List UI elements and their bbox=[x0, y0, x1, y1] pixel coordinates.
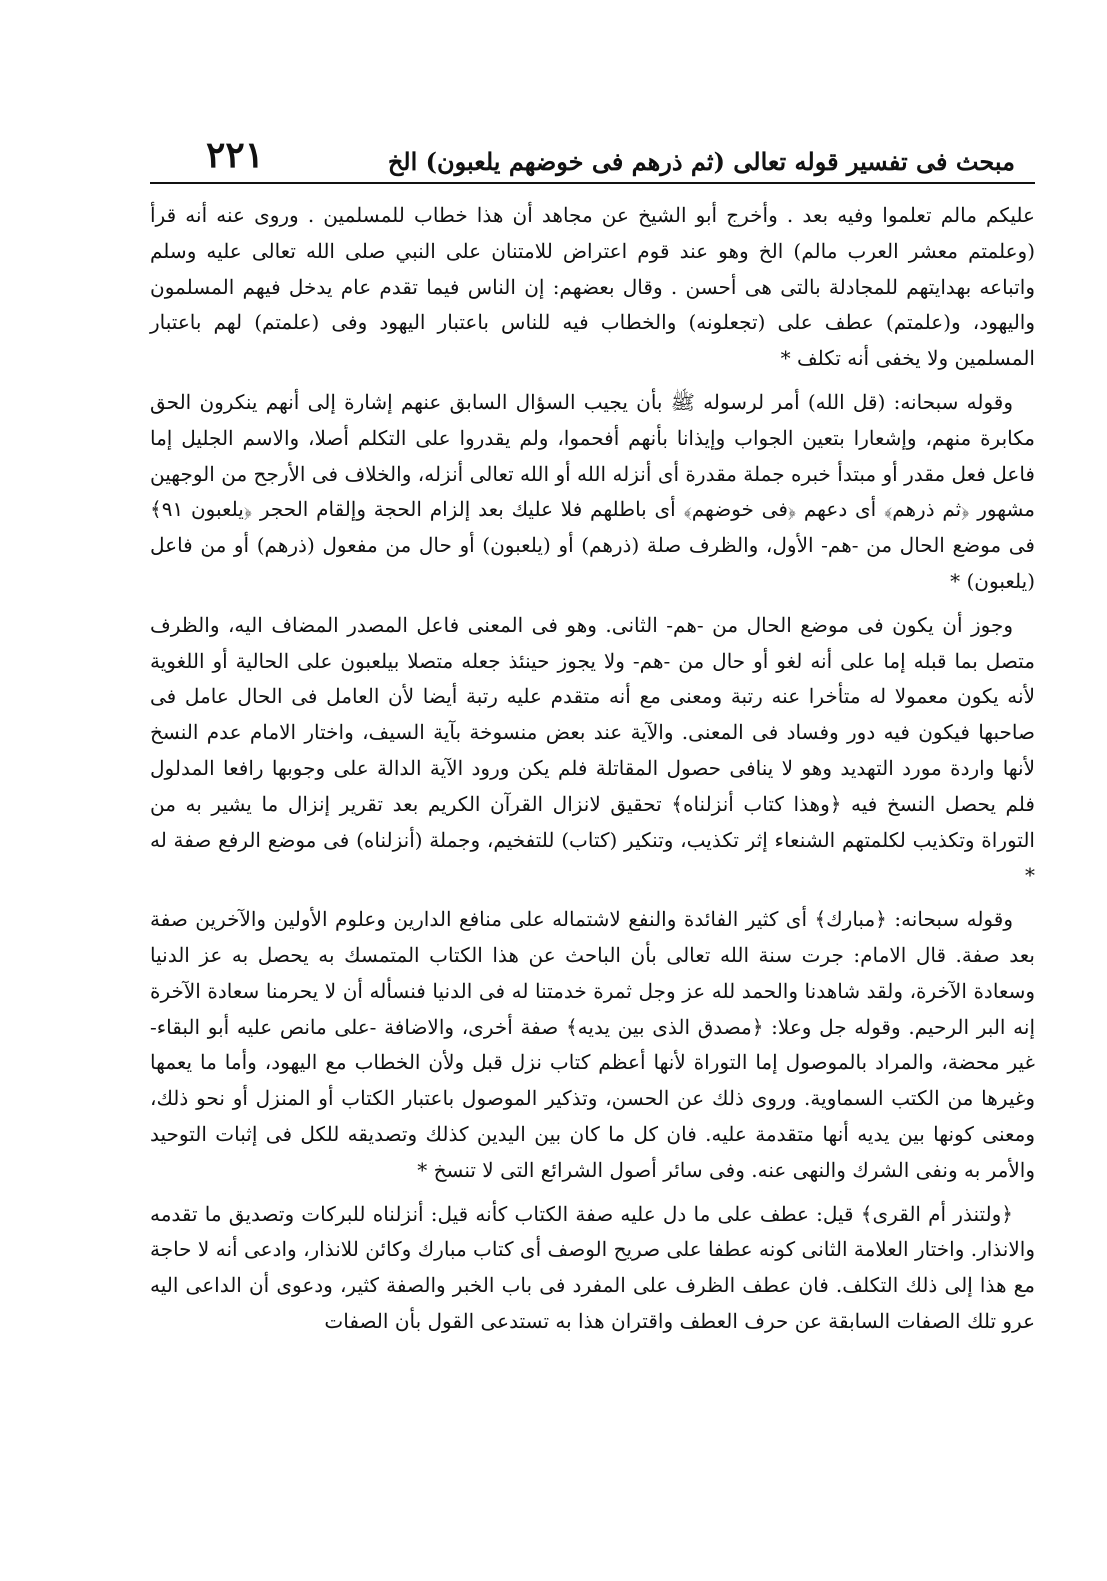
paragraph: عليكم مالم تعلموا وفيه بعد . وأخرج أبو الشيخ عن مجاهد أن هذا خطاب للمسلمين . وروى عنه أنه قرأ (وعلمتم معشر العرب مالم) الخ وهو عند قوم اعتراض للامتنان على النبي صلى الله تعالى عليه وسلم واتباعه بهدايتهم للمجادلة بالتى هى أحسن . وقال بعضهم: إن الناس فيما تقدم عام يدخل فيهم المسلمون واليهود، و(علمتم) عطف على (تجعلونه) والخطاب فيه للناس باعتبار اليهود وفى (علمتم) لهم باعتبار المسلمين ولا يخفى أنه تكلف * bbox=[150, 203, 1036, 371]
paragraph: وقوله سبحانه: (قل الله) أمر لرسوله ﷺ بأن يجيب السؤال السابق عنهم إشارة إلى أنهم ينكرون الحق مكابرة منهم، وإشعارا بتعين الجواب وإيذانا بأنهم أفحموا، ولم يقدروا على التكلم أصلا، والاسم الجليل إما فاعل فعل مقدر أو مبتدأ خبره جملة مقدرة أى أنزله الله أو الله تعالى أنزله، والخلاف فى الأرجح من الوجهين مشهور ﴿ثم ذرهم﴾ أى دعهم ﴿فى خوضهم﴾ أى باطلهم فلا عليك بعد إلزام الحجة وإلقام الحجر ﴿يلعبون ٩١﴾ فى موضع الحال من -هم- الأول، والظرف صلة (ذرهم) أو (يلعبون) أو حال من مفعول (ذرهم) أو من فاعل (يلعبون) * bbox=[150, 389, 1035, 593]
paragraph: وقوله سبحانه: ﴿مبارك﴾ أى كثير الفائدة والنفع لاشتماله على منافع الدارين وعلوم الأولين والآخرين صفة بعد صفة. قال الامام: جرت سنة الله تعالى بأن الباحث عن هذا الكتاب المتمسك به يحصل به عز الدنيا وسعادة الآخرة، ولقد شاهدنا والحمد لله عز وجل ثمرة خدمتنا له فى الدنيا فنسأله أن لا يحرمنا سعادة الآخرة إنه البر الرحيم. وقوله جل وعلا: ﴿مصدق الذى بين يديه﴾ صفة أخرى، والاضافة -على مانص عليه أبو البقاء- غير محضة، والمراد بالموصول إما التوراة لأنها أعظم كتاب نزل قبل ولأن الخطاب مع اليهود، وأما ما يعمها وغيرها من الكتب السماوية. وروى ذلك عن الحسن، وتذكير الموصول باعتبار الكتاب أو المنزل أو نحو ذلك، ومعنى كونها بين يديه أنها متقدمة عليه. فان كل ما كان بين اليدين كذلك وتصديقه للكل فى إثبات التوحيد والأمر به ونفى الشرك والنهى عنه. وفى سائر أصول الشرائع التى لا تنسخ * bbox=[150, 907, 1035, 1182]
page-header bbox=[150, 130, 1035, 182]
body-text bbox=[150, 198, 1035, 1340]
running-title: مبحث فى تفسير قوله تعالى (ثم ذرهم فى خوضهم يلعبون) الخ bbox=[387, 147, 1015, 176]
page-number: ٢٢١ bbox=[206, 134, 265, 176]
paragraph: وجوز أن يكون فى موضع الحال من -هم- الثانى. وهو فى المعنى فاعل المصدر المضاف اليه، والظرف متصل بما قبله إما على أنه لغو أو حال من -هم- ولا يجوز حينئذ جعله متصلا بيلعبون على الحالية أو اللغوية لأنه يكون معمولا له متأخرا عنه رتبة ومعنى مع أنه متقدم عليه رتبة أيضا لأن العامل فى الحال عامل فى صاحبها فيكون فيه دور وفساد فى المعنى. والآية عند بعض منسوخة بآية السيف، واختار الامام عدم النسخ لأنها واردة مورد التهديد وهو لا ينافى حصول المقاتلة فلم يكن ورود الآية الدالة على وجوبها رافعا المدلول فلم يحصل النسخ فيه ﴿وهذا كتاب أنزلناه﴾ تحقيق لانزال القرآن الكريم بعد تقرير إنزال ما يشير به من التوراة وتكذيب لكلمتهم الشنعاء إثر تكذيب، وتنكير (كتاب) للتفخيم، وجملة (أنزلناه) فى موضع الرفع صفة له * bbox=[150, 612, 1036, 888]
paragraph: ﴿ولتنذر أم القرى﴾ قيل: عطف على ما دل عليه صفة الكتاب كأنه قيل: أنزلناه للبركات وتصديق ما تقدمه والانذار. واختار العلامة الثانى كونه عطفا على صريح الوصف أى كتاب مبارك وكائن للانذار، وادعى أنه لا حاجة مع هذا إلى ذلك التكلف. فان عطف الظرف على المفرد فى باب الخبر والصفة كثير، ودعوى أن الداعى اليه عرو تلك الصفات السابقة عن حرف العطف واقتران هذا به تستدعى القول بأن الصفات bbox=[150, 1201, 1035, 1333]
header-rule bbox=[150, 182, 1035, 184]
